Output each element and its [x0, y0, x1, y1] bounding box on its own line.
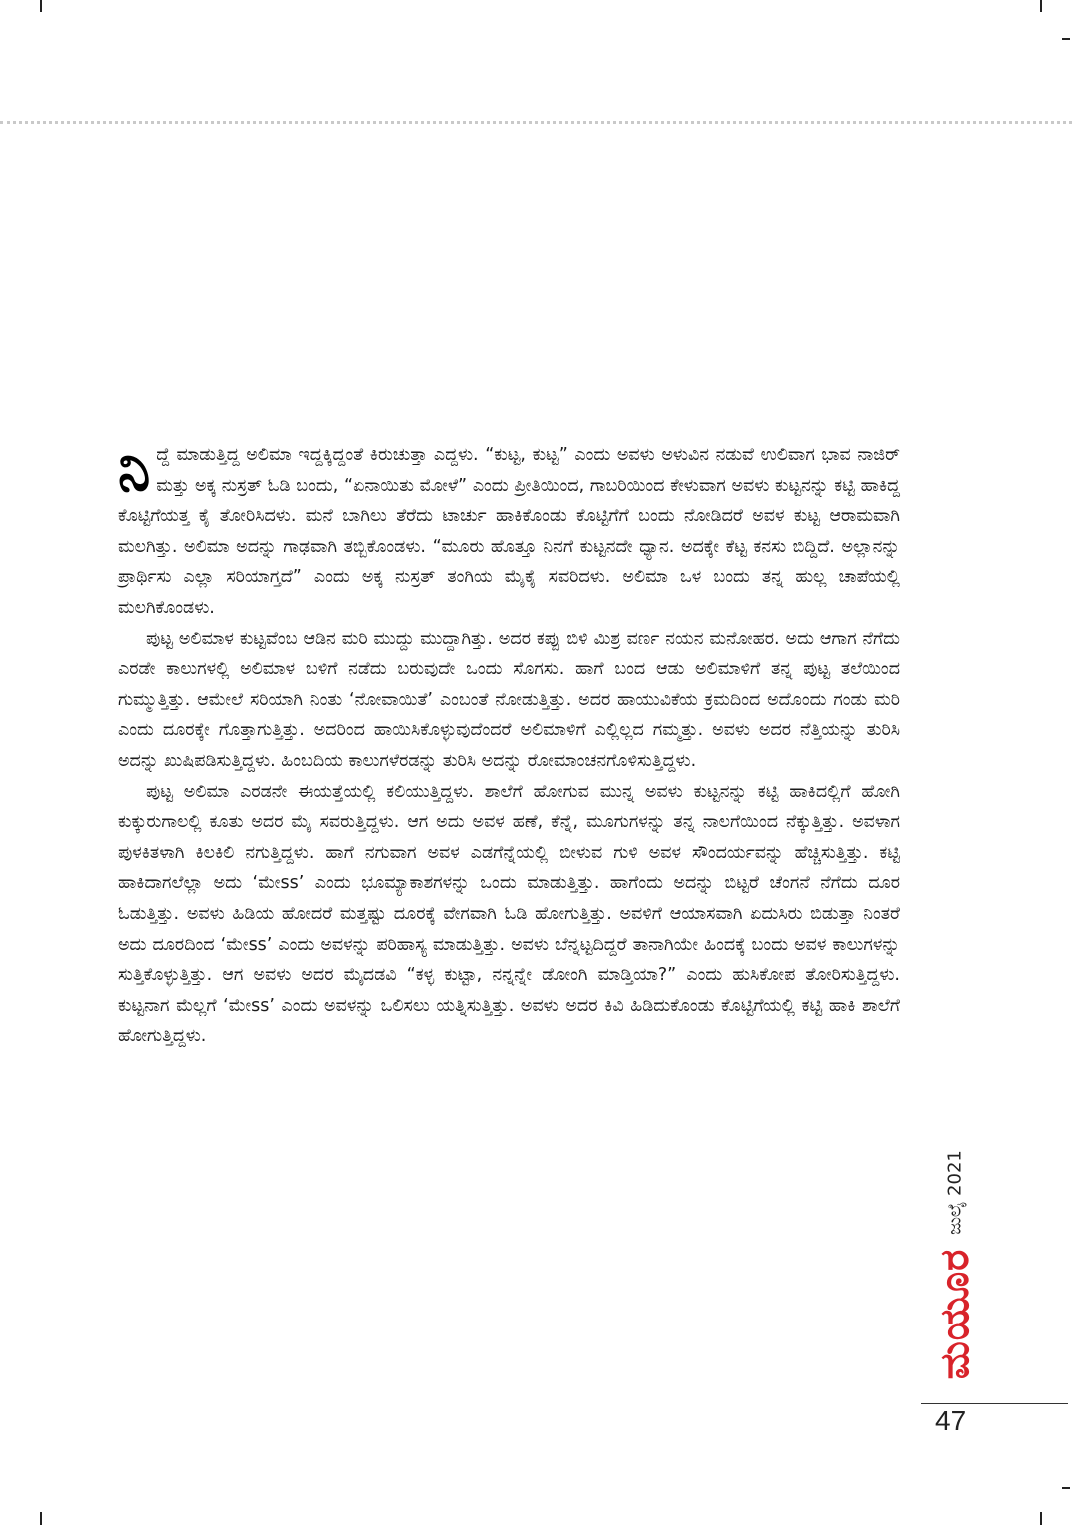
crop-mark-bottom-left	[40, 1512, 42, 1525]
magazine-name: ಮಯೂರ	[932, 1248, 978, 1380]
crop-mark-right-upper	[1062, 38, 1070, 40]
article-paragraph-1	[118, 436, 900, 624]
crop-mark-top-left	[40, 0, 42, 12]
article-paragraph-3: ಪುಟ್ಟ ಅಲಿಮಾ ಎರಡನೇ ಈಯತ್ತೆಯಲ್ಲಿ ಕಲಿಯುತ್ತಿದ್ದಳು. ಶಾಲೆಗೆ ಹೋಗುವ ಮುನ್ನ ಅವಳು ಕುಟ್ಟನನ್ನು ಕಟ್ಟಿ ಹಾಕಿದಲ್ಲಿಗೆ ಹೋಗಿ ಕುಕ್ಕುರುಗಾಲಲ್ಲಿ ಕೂತು ಅದರ ಮೈ ಸವರುತ್ತಿದ್ದಳು. ಆಗ ಅದು ಅವಳ ಹಣೆ, ಕೆನ್ನೆ, ಮೂಗುಗಳನ್ನು ತನ್ನ ನಾಲಗೆಯಿಂದ ನೆಕ್ಕುತ್ತಿತ್ತು. ಅವಳಾಗ ಪುಳಕಿತಳಾಗಿ ಕಿಲಕಿಲಿ ನಗುತ್ತಿದ್ದಳು. ಹಾಗೆ ನಗುವಾಗ ಅವಳ ಎಡಗೆನ್ನೆಯಲ್ಲಿ ಬೀಳುವ ಗುಳಿ ಅವಳ ಸೌಂದರ್ಯವನ್ನು ಹೆಚ್ಚಿಸುತ್ತಿತ್ತು. ಕಟ್ಟಿ ಹಾಕಿದಾಗಲೆಲ್ಲಾ ಅದು ‘ಮೇss’ ಎಂದು ಭೂಮ್ಯಾಕಾಶಗಳನ್ನು ಒಂದು ಮಾಡುತ್ತಿತ್ತು. ಹಾಗೆಂದು ಅದನ್ನು ಬಿಟ್ಟರೆ ಚೆಂಗನೆ ನೆಗೆದು ದೂರ ಓಡುತ್ತಿತ್ತು. ಅವಳು ಹಿಡಿಯ ಹೋದರೆ ಮತ್ತಷ್ಟು ದೂರಕ್ಕೆ ವೇಗವಾಗಿ ಓಡಿ ಹೋಗುತ್ತಿತ್ತು. ಅವಳಿಗೆ ಆಯಾಸವಾಗಿ ಏದುಸಿರು ಬಿಡುತ್ತಾ ನಿಂತರೆ ಅದು ದೂರದಿಂದ ‘ಮೇss’ ಎಂದು ಅವಳನ್ನು ಪರಿಹಾಸ್ಯ ಮಾಡುತ್ತಿತ್ತು. ಅವಳು ಬೆನ್ನಟ್ಟದಿದ್ದರೆ ತಾನಾಗಿಯೇ ಹಿಂದಕ್ಕೆ ಬಂದು ಅವಳ ಕಾಲುಗಳನ್ನು ಸುತ್ತಿಕೊಳ್ಳುತ್ತಿತ್ತು. ಆಗ ಅವಳು ಅದರ ಮೈದಡವಿ “ಕಳ್ಳ ಕುಟ್ಟಾ, ನನ್ನನ್ನೇ ಡೋಂಗಿ ಮಾಡ್ತಿಯಾ?” ಎಂದು ಹುಸಿಕೋಪ ತೋರಿಸುತ್ತಿದ್ದಳು. ಕುಟ್ಟನಾಗ ಮೆಲ್ಲಗೆ ‘ಮೇss’ ಎಂದು ಅವಳನ್ನು ಒಲಿಸಲು ಯತ್ನಿಸುತ್ತಿತ್ತು. ಅವಳು ಅದರ ಕಿವಿ ಹಿಡಿದುಕೊಂಡು ಕೊಟ್ಟಿಗೆಯಲ್ಲಿ ಕಟ್ಟಿ ಹಾಕಿ ಶಾಲೆಗೆ ಹೋಗುತ್ತಿದ್ದಳು.	[118, 781, 900, 1047]
top-dotted-rule	[0, 121, 1072, 124]
drop-cap: ನಿ	[118, 436, 151, 504]
page-number: 47	[935, 1405, 967, 1436]
crop-mark-right-lower	[1062, 1487, 1070, 1489]
article-paragraph-2: ಪುಟ್ಟ ಅಲಿಮಾಳ ಕುಟ್ಟವೆಂಬ ಆಡಿನ ಮರಿ ಮುದ್ದು ಮುದ್ದಾಗಿತ್ತು. ಅದರ ಕಪ್ಪು ಬಿಳಿ ಮಿಶ್ರ ವರ್ಣ ನಯನ ಮನೋಹರ. ಅದು ಆಗಾಗ ನೆಗೆದು ಎರಡೇ ಕಾಲುಗಳಲ್ಲಿ ಅಲಿಮಾಳ ಬಳಿಗೆ ನಡೆದು ಬರುವುದೇ ಒಂದು ಸೊಗಸು. ಹಾಗೆ ಬಂದ ಆಡು ಅಲಿಮಾಳಿಗೆ ತನ್ನ ಪುಟ್ಟ ತಲೆಯಿಂದ ಗುಮ್ಮುತ್ತಿತ್ತು. ಆಮೇಲೆ ಸರಿಯಾಗಿ ನಿಂತು ‘ನೋವಾಯಿತೆ’ ಎಂಬಂತೆ ನೋಡುತ್ತಿತ್ತು. ಅದರ ಹಾಯುವಿಕೆಯ ಕ್ರಮದಿಂದ ಅದೊಂದು ಗಂಡು ಮರಿ ಎಂದು ದೂರಕ್ಕೇ ಗೊತ್ತಾಗುತ್ತಿತ್ತು. ಅದರಿಂದ ಹಾಯಿಸಿಕೊಳ್ಳುವುದೆಂದರೆ ಅಲಿಮಾಳಿಗೆ ಎಲ್ಲಿಲ್ಲದ ಗಮ್ಮತ್ತು. ಅವಳು ಅದರ ನೆತ್ತಿಯನ್ನು ತುರಿಸಿ ಅದನ್ನು ಖುಷಿಪಡಿಸುತ್ತಿದ್ದಳು. ಹಿಂಬದಿಯ ಕಾಲುಗಳೆರಡನ್ನು ತುರಿಸಿ ಅದನ್ನು ರೋಮಾಂಚನಗೊಳಿಸುತ್ತಿದ್ದಳು.	[118, 628, 900, 771]
paragraph-text: ದ್ದೆ ಮಾಡುತ್ತಿದ್ದ ಅಲಿಮಾ ಇದ್ದಕ್ಕಿದ್ದಂತೆ ಕಿರುಚುತ್ತಾ ಎದ್ದಳು. “ಕುಟ್ಟ, ಕುಟ್ಟ” ಎಂದು ಅವಳು ಅಳುವಿನ ನಡುವೆ ಉಲಿವಾಗ ಭಾವ ನಾಜಿರ್ ಮತ್ತು ಅಕ್ಕ ನುಸ್ರತ್ ಓಡಿ ಬಂದು, “ಏನಾಯಿತು ಮೋಳೆ” ಎಂದು ಪ್ರೀತಿಯಿಂದ, ಗಾಬರಿಯಿಂದ ಕೇಳುವಾಗ ಅವಳು ಕುಟ್ಟನನ್ನು ಕಟ್ಟಿ ಹಾಕಿದ್ದ ಕೊಟ್ಟಿಗೆಯತ್ತ ಕೈ ತೋರಿಸಿದಳು. ಮನೆ ಬಾಗಿಲು ತೆರೆದು ಟಾರ್ಚು ಹಾಕಿಕೊಂಡು ಕೊಟ್ಟಿಗೆಗೆ ಬಂದು ನೋಡಿದರೆ ಅವಳ ಕುಟ್ಟ ಆರಾಮವಾಗಿ ಮಲಗಿತ್ತು. ಅಲಿಮಾ ಅದನ್ನು ಗಾಢವಾಗಿ ತಬ್ಬಿಕೊಂಡಳು. “ಮೂರು ಹೊತ್ತೂ ನಿನಗೆ ಕುಟ್ಟನದೇ ಧ್ಯಾನ. ಅದಕ್ಕೇ ಕೆಟ್ಟ ಕನಸು ಬಿದ್ದಿದೆ. ಅಲ್ಲಾನನ್ನು ಪ್ರಾರ್ಥಿಸು ಎಲ್ಲಾ ಸರಿಯಾಗ್ತದೆ” ಎಂದು ಅಕ್ಕ ನುಸ್ರತ್ ತಂಗಿಯ ಮೈಕೈ ಸವರಿದಳು. ಅಲಿಮಾ ಒಳ ಬಂದು ತನ್ನ ಹುಲ್ಲ ಚಾಪೆಯಲ್ಲಿ ಮಲಗಿಕೊಂಡಳು.	[118, 445, 900, 618]
crop-mark-bottom-right	[1040, 1512, 1042, 1525]
folio-rule	[921, 1403, 1068, 1404]
article-body	[118, 436, 900, 1052]
crop-mark-top-right	[1040, 0, 1042, 12]
issue-date-text: ಜುಲೈ 2021	[944, 1150, 966, 1235]
